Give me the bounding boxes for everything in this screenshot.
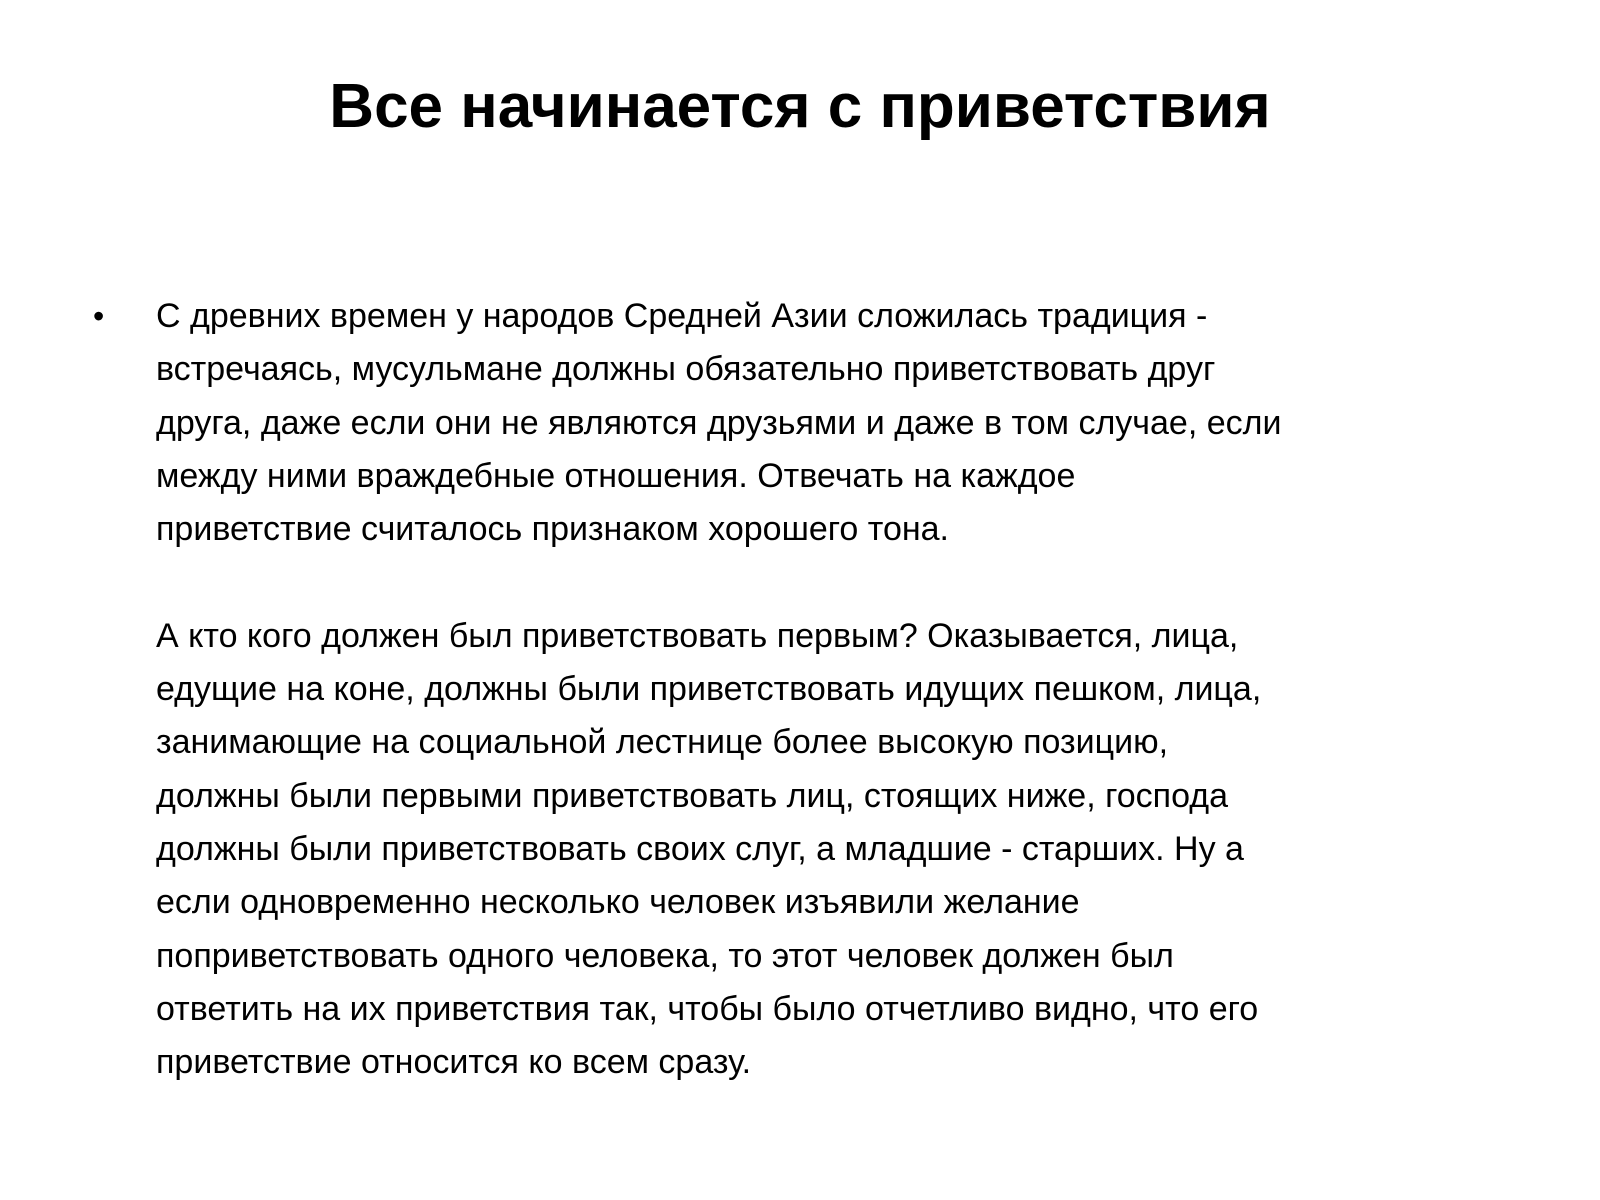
slide-title: Все начинается с приветствия <box>329 72 1271 141</box>
bullet-dot-icon: • <box>93 298 105 334</box>
paragraph-gap <box>156 556 1533 609</box>
paragraph-tradition: С древних времен у народов Средней Азии сложилась традиция - встречаясь, мусульмане должны обязательно приветствовать друг друга, даже если они не являются друзьями и даже в том случае, если между ними враждебные отношения. Отвечать на каждое приветствие считалось признаком хорошего тона. <box>156 297 1282 549</box>
bullet-item <box>93 290 1533 1089</box>
slide-body <box>93 290 1533 1089</box>
paragraph-greeting-order: А кто кого должен был приветствовать первым? Оказывается, лица, едущие на коне, должны были приветствовать идущих пешком, лица, занимающие на социальной лестнице более высокую позицию, должны были первыми приветствовать лиц, стоящих ниже, господа должны были приветствовать своих слуг, а младшие - старших. Ну а если одновременно несколько человек изъявили желание поприветствовать одного человека, то этот человек должен был ответить на их приветствия так, чтобы было отчетливо видно, что его приветствие относится ко всем сразу. <box>156 616 1262 1082</box>
